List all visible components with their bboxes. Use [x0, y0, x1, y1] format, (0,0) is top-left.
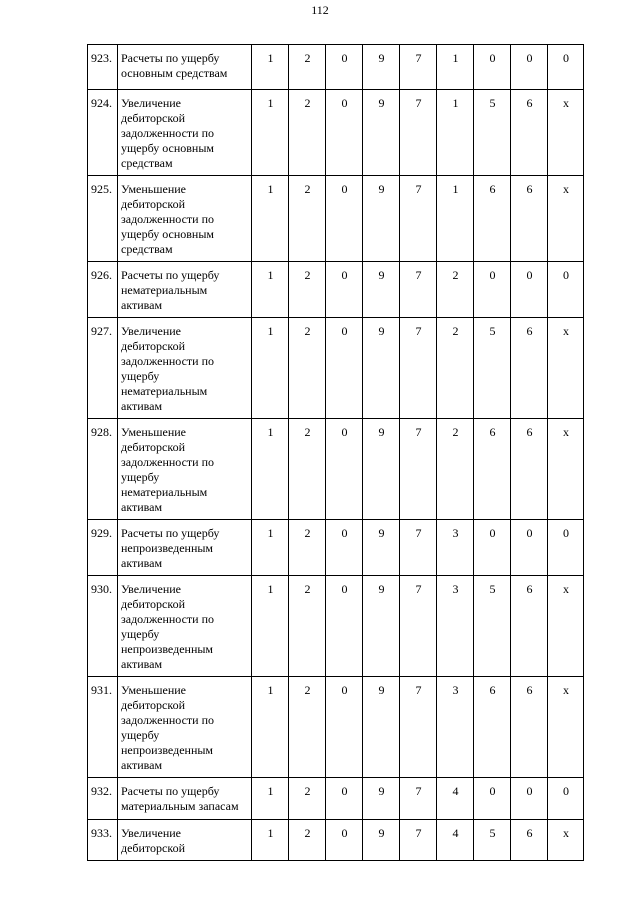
code-digit-cell: x [548, 820, 584, 861]
code-digit-cell: 2 [289, 318, 326, 419]
code-digit-cell: 6 [511, 820, 548, 861]
row-number-cell: 932. [88, 778, 118, 820]
account-name-cell: Расчеты по ущербу нематериальным активам [118, 262, 252, 318]
code-digit-cell: 2 [437, 262, 474, 318]
code-digit-cell: 9 [363, 778, 400, 820]
table-row [88, 45, 584, 90]
code-digit-cell: 6 [511, 90, 548, 176]
code-digit-cell: 0 [548, 45, 584, 90]
code-digit-cell: 2 [289, 820, 326, 861]
code-digit-cell: 2 [289, 45, 326, 90]
code-digit-cell: 9 [363, 176, 400, 262]
code-digit-cell: 7 [400, 262, 437, 318]
code-digit-cell: 9 [363, 576, 400, 677]
code-digit-cell: 7 [400, 778, 437, 820]
code-digit-cell: 2 [289, 778, 326, 820]
code-digit-cell: 2 [289, 419, 326, 520]
code-digit-cell: 1 [252, 176, 289, 262]
code-digit-cell: 4 [437, 778, 474, 820]
code-digit-cell: 0 [548, 778, 584, 820]
code-digit-cell: 9 [363, 520, 400, 576]
row-number-cell: 928. [88, 419, 118, 520]
code-digit-cell: 9 [363, 262, 400, 318]
code-digit-cell: 1 [252, 45, 289, 90]
code-digit-cell: 1 [252, 419, 289, 520]
row-number-cell: 931. [88, 677, 118, 778]
code-digit-cell: 7 [400, 677, 437, 778]
code-digit-cell: 5 [474, 318, 511, 419]
code-digit-cell: x [548, 176, 584, 262]
code-digit-cell: 0 [511, 45, 548, 90]
account-name-cell: Расчеты по ущербу основным средствам [118, 45, 252, 90]
code-digit-cell: x [548, 318, 584, 419]
code-digit-cell: 1 [437, 45, 474, 90]
account-name-cell: Уменьшение дебиторской задолженности по ущербу основным средствам [118, 176, 252, 262]
code-digit-cell: 1 [252, 778, 289, 820]
account-name-cell: Увеличение дебиторской задолженности по ущербу основным средствам [118, 90, 252, 176]
code-digit-cell: 0 [326, 778, 363, 820]
code-digit-cell: 0 [474, 520, 511, 576]
account-codes-table [87, 44, 584, 861]
code-digit-cell: 0 [326, 318, 363, 419]
code-digit-cell: 7 [400, 820, 437, 861]
row-number-cell: 927. [88, 318, 118, 419]
code-digit-cell: 9 [363, 90, 400, 176]
code-digit-cell: 9 [363, 318, 400, 419]
row-number-cell: 929. [88, 520, 118, 576]
code-digit-cell: 5 [474, 90, 511, 176]
table-row [88, 262, 584, 318]
code-digit-cell: 1 [437, 176, 474, 262]
account-name-cell: Уменьшение дебиторской задолженности по ущербу непроизведенным активам [118, 677, 252, 778]
code-digit-cell: 7 [400, 576, 437, 677]
code-digit-cell: 2 [437, 419, 474, 520]
table-row [88, 176, 584, 262]
code-digit-cell: 9 [363, 820, 400, 861]
row-number-cell: 924. [88, 90, 118, 176]
account-name-cell: Увеличение дебиторской [118, 820, 252, 861]
account-name-cell: Расчеты по ущербу материальным запасам [118, 778, 252, 820]
code-digit-cell: 7 [400, 520, 437, 576]
code-digit-cell: 7 [400, 318, 437, 419]
code-digit-cell: 7 [400, 45, 437, 90]
code-digit-cell: 2 [437, 318, 474, 419]
table-row [88, 419, 584, 520]
code-digit-cell: 0 [326, 419, 363, 520]
code-digit-cell: 2 [289, 90, 326, 176]
code-digit-cell: 0 [326, 820, 363, 861]
code-digit-cell: 3 [437, 520, 474, 576]
code-digit-cell: 6 [474, 176, 511, 262]
row-number-cell: 930. [88, 576, 118, 677]
account-name-cell: Расчеты по ущербу непроизведенным активам [118, 520, 252, 576]
code-digit-cell: 0 [474, 262, 511, 318]
code-digit-cell: 9 [363, 419, 400, 520]
code-digit-cell: 0 [326, 262, 363, 318]
code-digit-cell: 0 [474, 45, 511, 90]
code-digit-cell: 1 [437, 90, 474, 176]
code-digit-cell: 0 [326, 677, 363, 778]
code-digit-cell: 7 [400, 176, 437, 262]
code-digit-cell: 2 [289, 677, 326, 778]
code-digit-cell: 0 [326, 90, 363, 176]
code-digit-cell: 0 [326, 576, 363, 677]
code-digit-cell: 1 [252, 820, 289, 861]
row-number-cell: 926. [88, 262, 118, 318]
code-digit-cell: 1 [252, 90, 289, 176]
code-digit-cell: 0 [326, 45, 363, 90]
code-digit-cell: 6 [511, 677, 548, 778]
page-number: 112 [311, 3, 329, 17]
table-row [88, 677, 584, 778]
code-digit-cell: 2 [289, 520, 326, 576]
code-digit-cell: 0 [548, 520, 584, 576]
code-digit-cell: 9 [363, 45, 400, 90]
code-digit-cell: 0 [326, 176, 363, 262]
code-digit-cell: 0 [326, 520, 363, 576]
code-digit-cell: 2 [289, 576, 326, 677]
table-row [88, 318, 584, 419]
table-row [88, 778, 584, 820]
code-digit-cell: 3 [437, 576, 474, 677]
table-body [88, 45, 584, 861]
code-digit-cell: 0 [511, 778, 548, 820]
row-number-cell: 933. [88, 820, 118, 861]
code-digit-cell: 7 [400, 419, 437, 520]
code-digit-cell: 6 [474, 419, 511, 520]
code-digit-cell: 2 [289, 262, 326, 318]
code-digit-cell: 3 [437, 677, 474, 778]
code-digit-cell: 0 [474, 778, 511, 820]
table-row [88, 820, 584, 861]
code-digit-cell: 6 [511, 318, 548, 419]
code-digit-cell: 1 [252, 576, 289, 677]
code-digit-cell: 6 [511, 176, 548, 262]
code-digit-cell: 6 [474, 677, 511, 778]
account-name-cell: Увеличение дебиторской задолженности по ущербу непроизведенным активам [118, 576, 252, 677]
row-number-cell: 923. [88, 45, 118, 90]
code-digit-cell: x [548, 90, 584, 176]
code-digit-cell: x [548, 677, 584, 778]
row-number-cell: 925. [88, 176, 118, 262]
code-digit-cell: 9 [363, 677, 400, 778]
code-digit-cell: 1 [252, 520, 289, 576]
code-digit-cell: 5 [474, 820, 511, 861]
code-digit-cell: 0 [548, 262, 584, 318]
table-row [88, 576, 584, 677]
code-digit-cell: 0 [511, 520, 548, 576]
code-digit-cell: 5 [474, 576, 511, 677]
account-name-cell: Уменьшение дебиторской задолженности по ущербу нематериальным активам [118, 419, 252, 520]
code-digit-cell: 2 [289, 176, 326, 262]
code-digit-cell: 1 [252, 262, 289, 318]
code-digit-cell: x [548, 576, 584, 677]
table-row [88, 90, 584, 176]
account-name-cell: Увеличение дебиторской задолженности по ущербу нематериальным активам [118, 318, 252, 419]
code-digit-cell: 4 [437, 820, 474, 861]
code-digit-cell: 6 [511, 576, 548, 677]
code-digit-cell: 6 [511, 419, 548, 520]
code-digit-cell: 7 [400, 90, 437, 176]
code-digit-cell: x [548, 419, 584, 520]
code-digit-cell: 0 [511, 262, 548, 318]
code-digit-cell: 1 [252, 677, 289, 778]
table-row [88, 520, 584, 576]
code-digit-cell: 1 [252, 318, 289, 419]
